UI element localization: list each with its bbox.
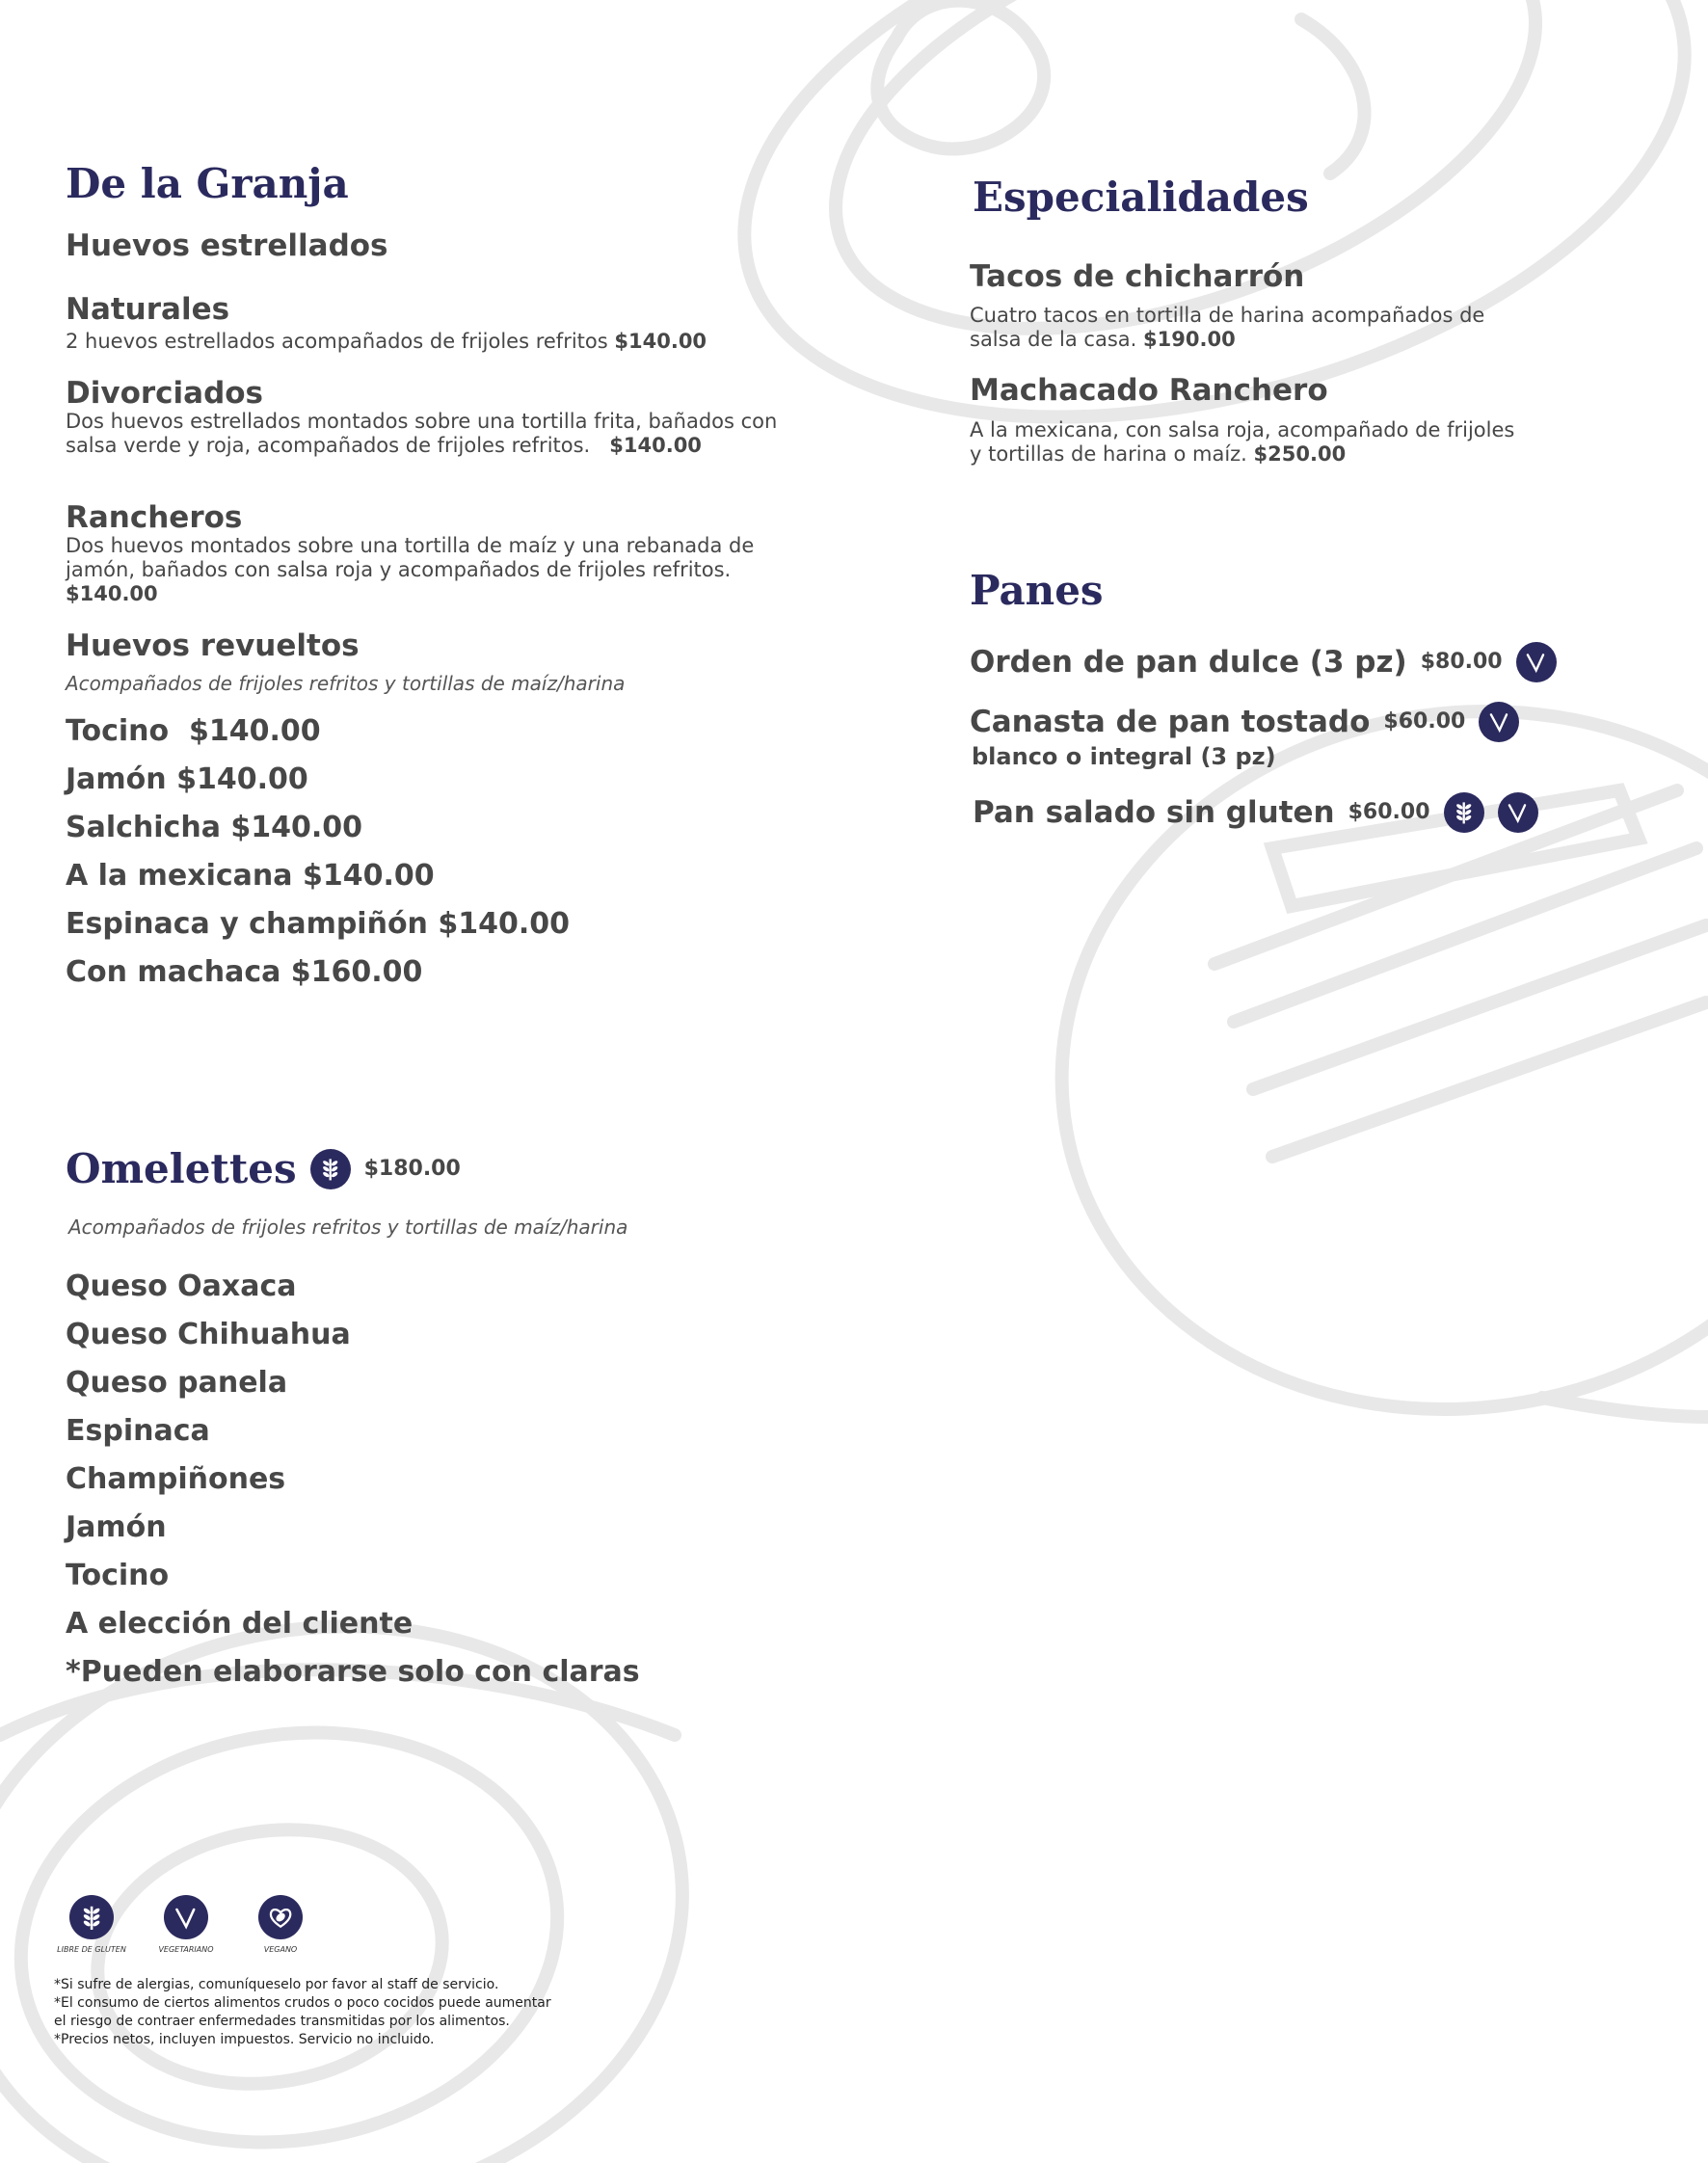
omelettes-header [66,1147,461,1191]
gluten-free-icon [69,1895,114,1939]
item-desc [66,534,827,606]
vegan-icon [258,1895,303,1939]
vegetarian-icon [1498,792,1538,833]
panes-item [973,792,1538,833]
item-name: Pan salado sin gluten [973,794,1335,830]
item-subtitle: blanco o integral (3 pz) [972,743,1276,770]
item-price: $140.00 [609,434,702,457]
subsection-huevos-estrellados: Huevos estrellados [66,228,388,263]
note: Acompañados de frijoles refritos y tortillas de maíz/harina [68,1215,628,1239]
legend-label-vegano: VEGANO [263,1945,298,1954]
vegetarian-icon [1479,702,1519,742]
section-title-granja: De la Granja [66,160,349,207]
footer-line: el riesgo de contraer enfermedades transmitidas por los alimentos. [54,2014,510,2029]
menu-item: Queso Chihuahua [66,1318,351,1351]
panes-item [970,642,1557,682]
menu-item: Tocino [66,1559,170,1592]
legend-label-gluten: LIBRE DE GLUTEN [57,1945,126,1954]
footer-line: *Si sufre de alergias, comuníqueselo por favor al staff de servicio. [54,1977,499,1992]
legend-label-vegetariano: VEGETARIANO [158,1945,214,1954]
item-name: Canasta de pan tostado [970,704,1371,739]
item-name: Divorciados [66,376,264,411]
footer-line: *El consumo de ciertos alimentos crudos o poco cocidos puede aumentar [54,1995,551,2011]
item-desc [970,304,1509,352]
menu-item: Con machaca $160.00 [66,955,423,989]
menu-item: Queso Oaxaca [66,1269,297,1303]
note: Acompañados de frijoles refritos y tortillas de maíz/harina [66,672,626,695]
item-desc [66,410,827,458]
vegetarian-icon [1516,642,1557,682]
item-name: Orden de pan dulce (3 pz) [970,644,1407,680]
gluten-free-icon [310,1149,351,1189]
item-price: $80.00 [1420,649,1503,674]
item-desc [970,418,1529,467]
item-name: Tacos de chicharrón [970,259,1305,294]
item-desc-text: Cuatro tacos en tortilla de harina acompañados de salsa de la casa. [970,304,1485,351]
item-price: $140.00 [66,582,158,605]
menu-item: Tocino $140.00 [66,714,321,748]
vegetarian-icon [164,1895,208,1939]
legend-item-vegano [237,1895,324,1954]
item-desc-text: 2 huevos estrellados acompañados de frijoles refritos [66,330,608,353]
menu-item: Salchicha $140.00 [66,811,363,844]
item-price: $190.00 [1143,328,1236,351]
menu-item: A la mexicana $140.00 [66,859,435,893]
section-title-omelettes: Omelettes [66,1145,297,1192]
section-title-especialidades: Especialidades [973,174,1309,221]
item-name: Naturales [66,292,230,327]
menu-item: Espinaca y champiñón $140.00 [66,907,570,941]
item-desc-text: Dos huevos estrellados montados sobre una tortilla frita, bañados con salsa verde y roja, acompañados de frijoles refritos. [66,410,778,457]
menu-item: A elección del cliente [66,1607,414,1641]
section-title-panes: Panes [970,567,1104,614]
footer-notes [54,1976,551,2049]
item-price: $140.00 [614,330,707,353]
menu-item: *Pueden elaborarse solo con claras [66,1655,640,1689]
legend-item-vegetariano [143,1895,229,1954]
item-price: $60.00 [1383,708,1466,734]
item-name: Machacado Ranchero [970,373,1328,408]
item-name: Rancheros [66,500,243,535]
footer-line: *Precios netos, incluyen impuestos. Servicio no incluido. [54,2032,435,2047]
menu-item: Espinaca [66,1414,210,1448]
item-desc-text: A la mexicana, con salsa roja, acompañado de frijoles y tortillas de harina o maíz. [970,418,1515,466]
menu-item: Queso panela [66,1366,288,1400]
subsection-huevos-revueltos: Huevos revueltos [66,628,360,663]
menu-item: Jamón $140.00 [66,762,308,796]
item-price: $250.00 [1253,442,1347,466]
menu-item: Champiñones [66,1462,286,1496]
item-desc-text: Dos huevos montados sobre una tortilla de maíz y una rebanada de jamón, bañados con salsa roja y acompañados de frijoles refritos. [66,534,755,581]
dietary-legend [48,1895,324,1954]
omelettes-price: $180.00 [363,1157,461,1181]
legend-item-gluten [48,1895,135,1954]
item-price: $60.00 [1348,799,1430,824]
gluten-free-icon [1444,792,1484,833]
menu-item: Jamón [66,1510,167,1544]
item-desc [66,330,837,354]
panes-item [970,702,1519,742]
